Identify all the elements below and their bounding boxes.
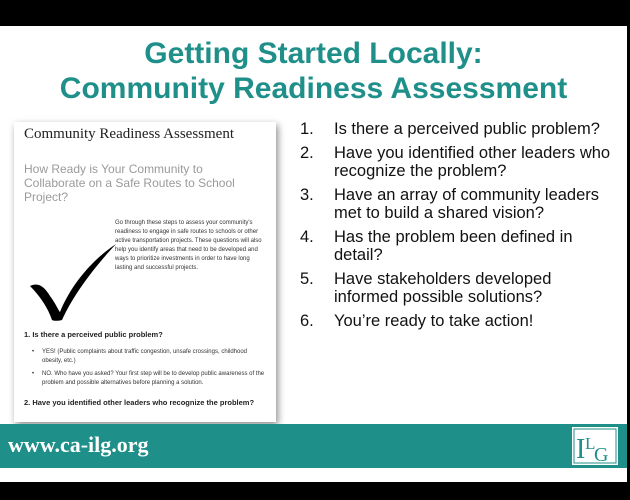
svg-text:L: L [585,434,596,453]
slide-title [0,36,627,106]
item-text: You’re ready to take action! [334,312,534,330]
document-bullet-list [32,348,267,392]
svg-text:G: G [594,444,609,465]
item-number: 6. [300,312,314,330]
document-title: Community Readiness Assessment [24,126,234,142]
readiness-question-list [300,120,620,336]
footer-bar [0,424,627,468]
list-item [300,120,620,138]
svg-text:I: I [576,434,586,465]
item-number: 1. [300,120,314,138]
item-text: Has the problem been defined in detail? [334,228,573,264]
ilg-logo-mark [572,427,618,465]
document-question-1: 1. Is there a perceived public problem? [24,330,163,339]
list-item [32,348,267,366]
checkmark-icon [28,242,118,322]
bullet-glyph: • [32,349,35,355]
assessment-document-image [14,122,276,422]
list-item [32,370,267,388]
bullet-text: NO. Who have you asked? Your first step will be to develop public awareness of the problem and possible alternatives before planning a solution. [42,371,265,386]
bullet-glyph: • [32,371,35,377]
presentation-slide [0,26,627,482]
item-number: 5. [300,270,314,288]
item-number: 4. [300,228,314,246]
item-text: Have stakeholders developed informed possible solutions? [334,270,552,306]
document-subtitle: How Ready is Your Community to Collaborate on a Safe Routes to School Project? [24,162,235,204]
item-text: Have you identified other leaders who recognize the problem? [334,144,611,180]
list-item [300,270,620,306]
ilg-logo [572,427,618,465]
document-question-2: 2. Have you identified other leaders who recognize the problem? [24,398,255,407]
item-number: 2. [300,144,314,162]
item-text: Is there a perceived public problem? [334,120,600,138]
list-item [300,312,620,330]
item-text: Have an array of community leaders met to build a shared vision? [334,186,600,222]
slide-title-line-1: Getting Started Locally: [144,37,483,70]
item-number: 3. [300,186,314,204]
list-item [300,228,620,264]
list-item [300,144,620,180]
bullet-text: YES! (Public complaints about traffic congestion, unsafe crossings, childhood obesity, etc.) [42,349,248,364]
list-item [300,186,620,222]
slide-title-line-2: Community Readiness Assessment [59,72,568,105]
document-intro: Go through these steps to assess your community's readiness to engage in safe routes to schools or other active transportation projects. These questions will also help you identify areas that need to be developed and ways to prioritize investments in order to have long lasting and successful projects. [115,220,262,271]
website-link[interactable]: www.ca-ilg.org [8,432,149,457]
